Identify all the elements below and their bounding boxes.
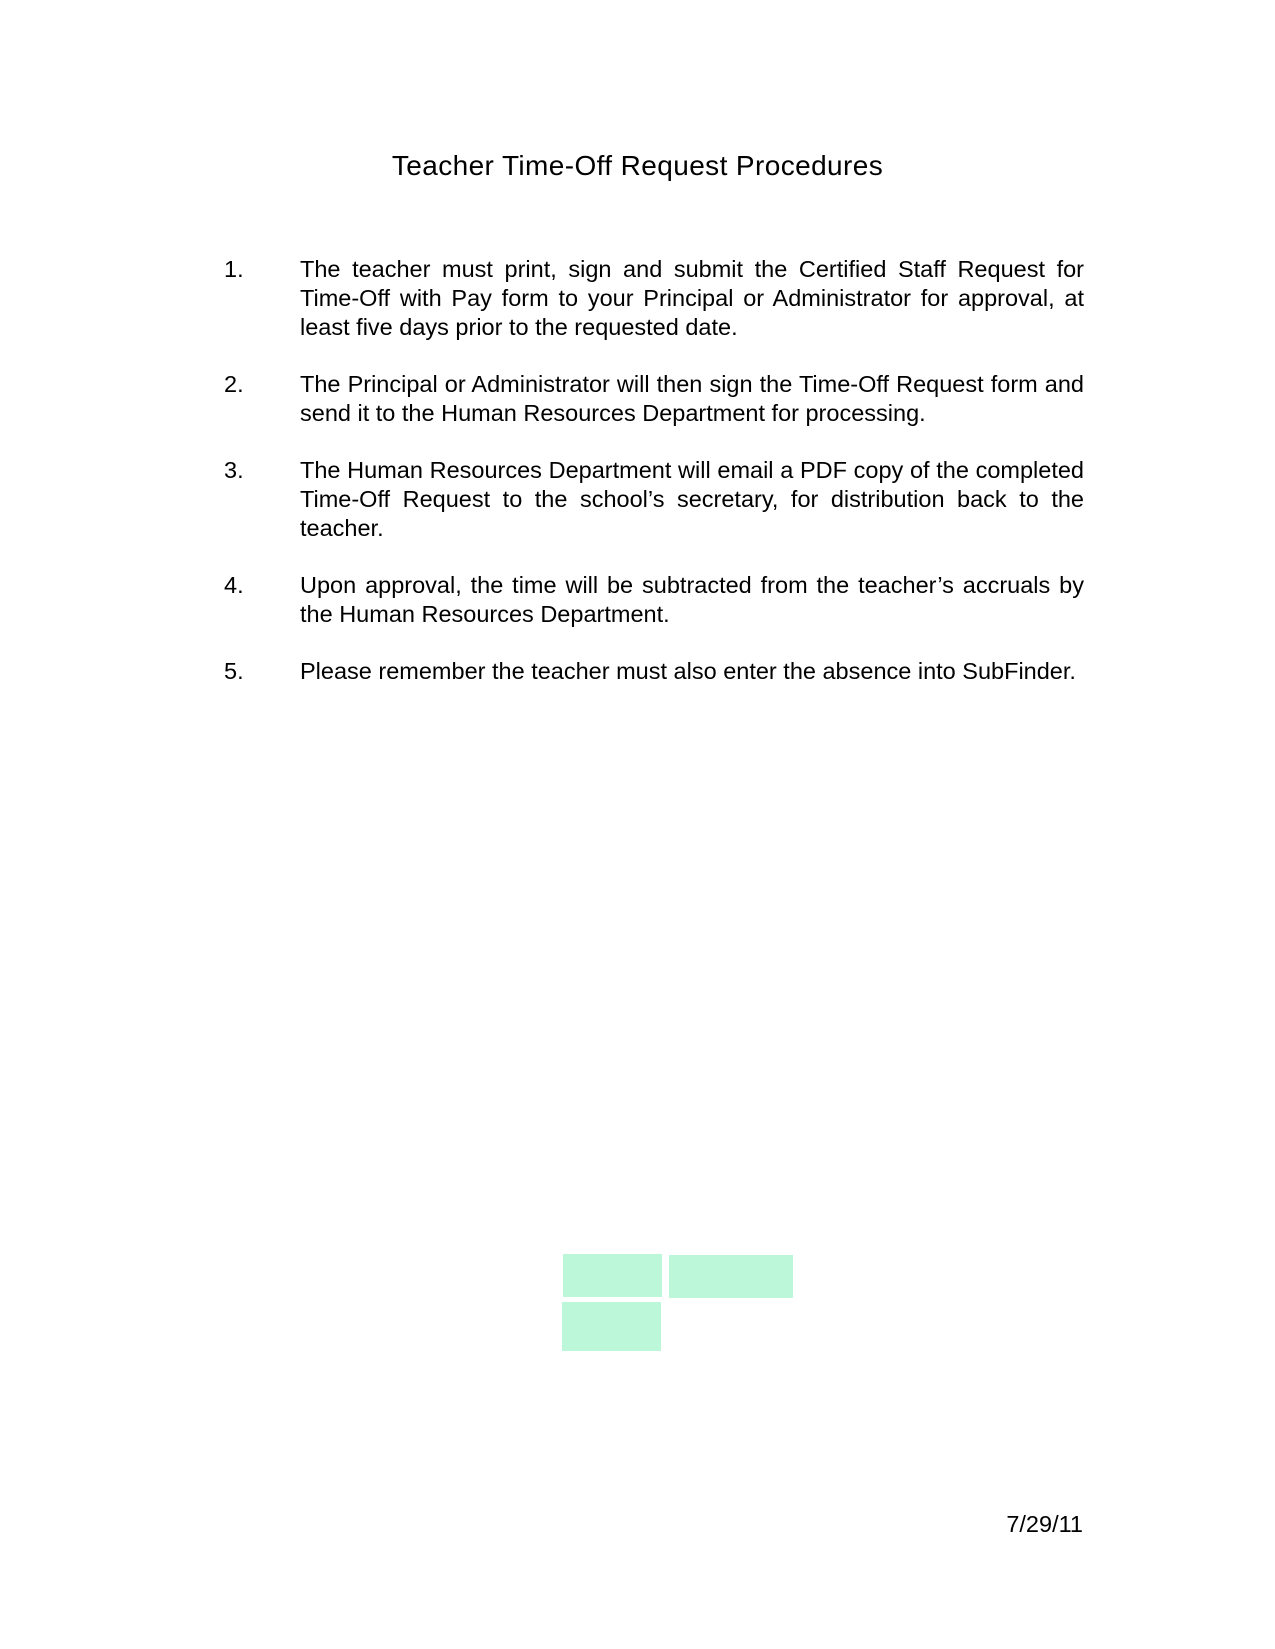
step-text: The teacher must print, sign and submit the Certified Staff Request for Time-Off with Pay form to your Principal or Administrator for approval, at least five days prior to the requested date.	[300, 256, 1084, 340]
step-number: 1.	[224, 256, 244, 282]
procedure-step-4	[224, 571, 1084, 629]
step-number: 4.	[224, 572, 244, 598]
highlight-block-bottom-left	[562, 1302, 661, 1351]
step-text: The Human Resources Department will email a PDF copy of the completed Time-Off Request to the school’s secretary, for distribution back to the teacher.	[300, 457, 1084, 541]
step-number: 5.	[224, 658, 244, 684]
highlight-block-top-left	[563, 1254, 662, 1297]
procedure-step-1	[224, 255, 1084, 342]
step-text: The Principal or Administrator will then sign the Time-Off Request form and send it to the Human Resources Department for processing.	[300, 371, 1084, 426]
step-number: 2.	[224, 371, 244, 397]
procedure-step-3	[224, 456, 1084, 543]
procedure-list	[224, 255, 1084, 714]
procedure-step-5	[224, 657, 1084, 686]
step-text: Please remember the teacher must also enter the absence into SubFinder.	[300, 658, 1076, 684]
footer-date: 7/29/11	[1006, 1511, 1083, 1537]
step-text: Upon approval, the time will be subtracted from the teacher’s accruals by the Human Resources Department.	[300, 572, 1084, 627]
page-title: Teacher Time-Off Request Procedures	[391, 150, 884, 181]
highlight-block-top-right	[669, 1255, 793, 1298]
step-number: 3.	[224, 457, 244, 483]
procedure-step-2	[224, 370, 1084, 428]
